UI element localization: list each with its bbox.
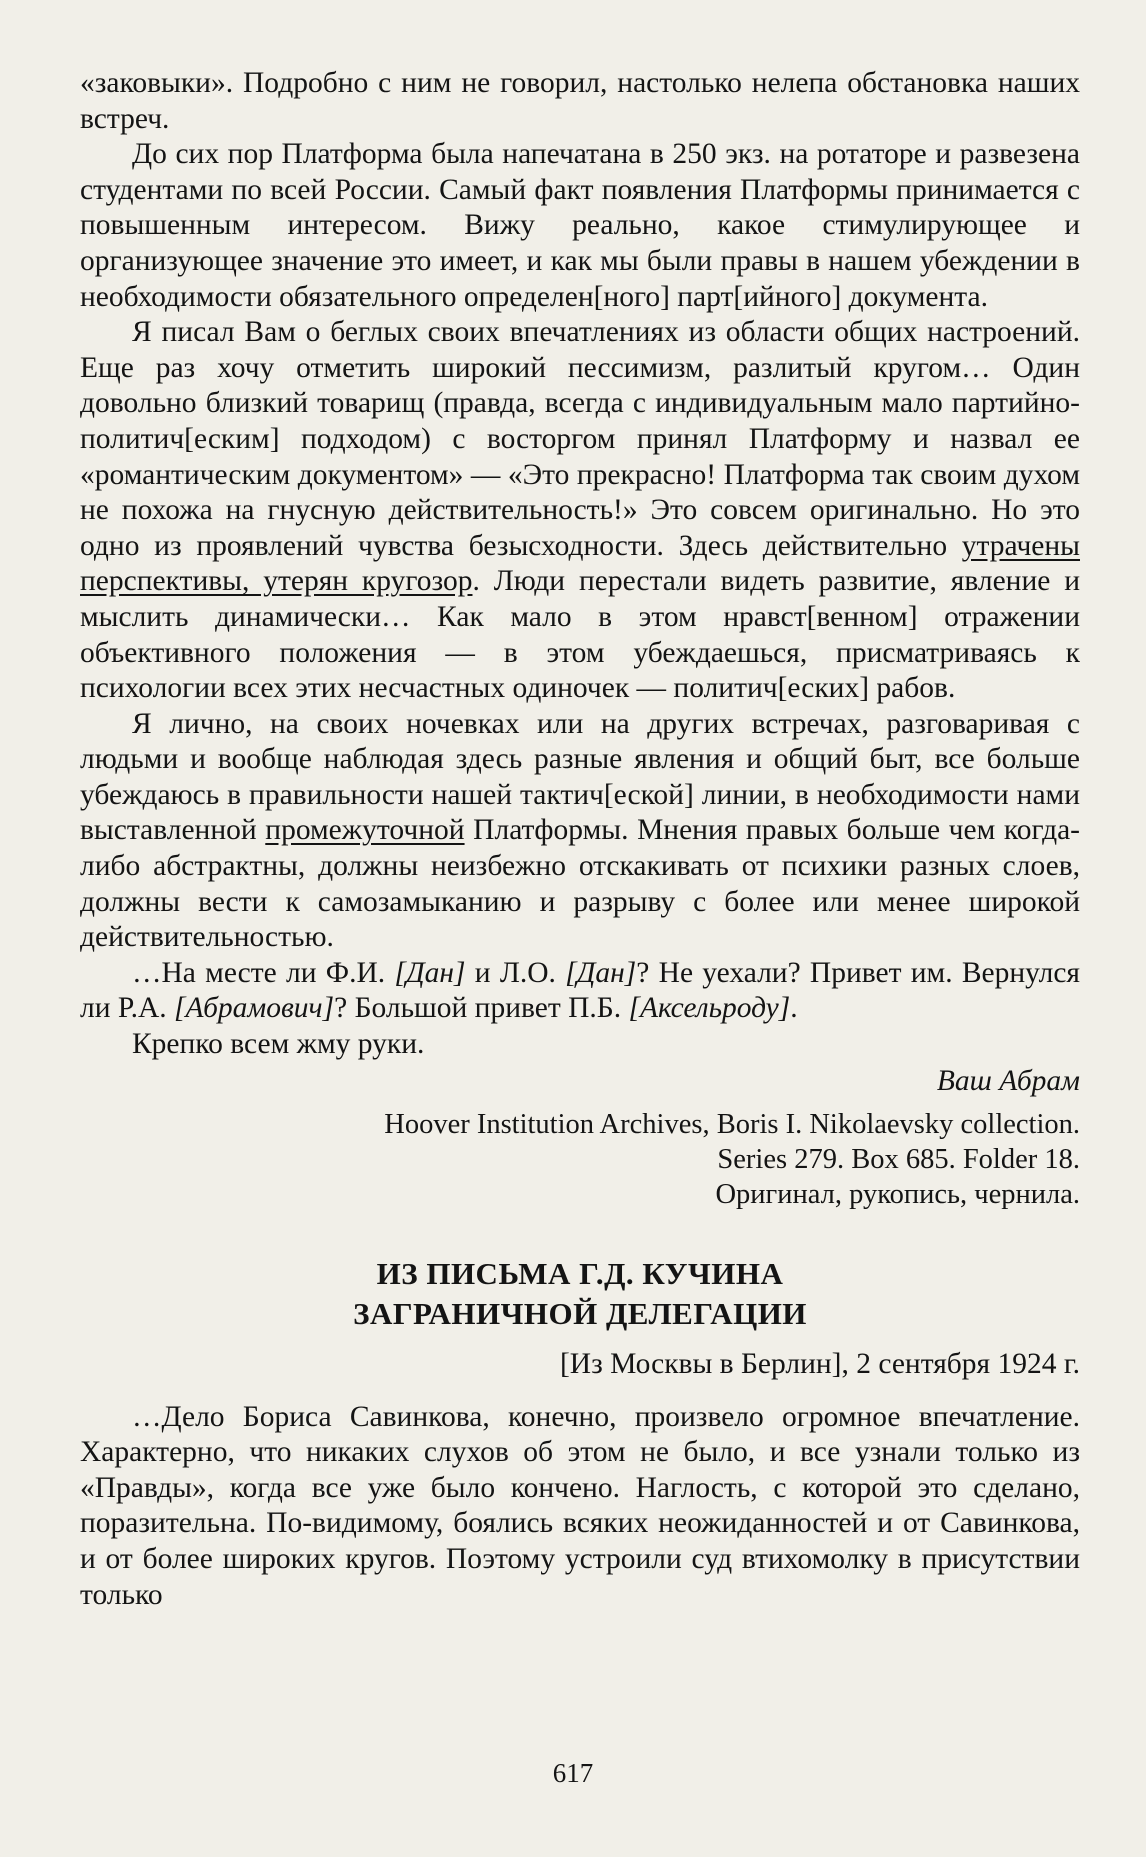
text-run: ? Не уехали? Привет им. Вернулся ли Р.А. bbox=[80, 956, 1081, 1025]
source-line: Hoover Institution Archives, Boris I. Nikolaevsky collection. bbox=[384, 1108, 1080, 1140]
editorial-note: [Дан] bbox=[565, 956, 637, 989]
text-run: . Люди перестали видеть развитие, явление и мыслить динамически… Как мало в этом нравст[венном] отражении объективного положения — в этом убеждаешься, присматриваясь к психологии всех этих несчастных одиночек — политич[еских] рабов. bbox=[80, 565, 1080, 705]
underlined-word: промежуточной bbox=[265, 814, 465, 847]
archive-source bbox=[80, 1107, 1080, 1212]
text-run: ? Большой привет П.Б. bbox=[334, 992, 629, 1025]
heading-line: ИЗ ПИСЬМА Г.Д. КУЧИНА bbox=[376, 1255, 784, 1291]
paragraph: До сих пор Платформа была напечатана в 250 экз. на ротаторе и развезена студентами по всей России. Самый факт появления Платформы принимается с повышенным интересом. Вижу реально, какое стимулирующее и организующее значение это имеет, и как мы были правы в нашем убеждении в необходимости обязательного определен[ного] парт[ийного] документа. bbox=[80, 138, 1080, 313]
underlined-phrase: утрачены перспективы, утерян кругозор bbox=[80, 529, 1080, 598]
section-heading bbox=[80, 1254, 1080, 1334]
text-run: Платформы. Мнения правых больше чем когда-либо абстрактны, должны неизбежно отскакивать от психики разных слоев, должны вести к самозамыканию и разрыву с более или менее широкой действительностью. bbox=[80, 814, 1081, 954]
text-run: и Л.О. bbox=[465, 956, 566, 989]
source-line: Оригинал, рукопись, чернила. bbox=[715, 1178, 1080, 1210]
text-run: …На месте ли Ф.И. bbox=[132, 956, 395, 989]
paragraph: «заковыки». Подробно с ним не говорил, настолько нелепа обстановка наших встреч. bbox=[80, 67, 1080, 135]
dateline: [Из Москвы в Берлин], 2 сентября 1924 г. bbox=[559, 1347, 1080, 1380]
signature: Ваш Абрам bbox=[936, 1064, 1080, 1097]
page-number: 617 bbox=[552, 1758, 594, 1788]
heading-line: ЗАГРАНИЧНОЙ ДЕЛЕГАЦИИ bbox=[353, 1295, 807, 1331]
text-run: . bbox=[790, 992, 798, 1025]
letter-body bbox=[80, 66, 1080, 1063]
paragraph: Крепко всем жму руки. bbox=[132, 1028, 425, 1061]
text-run: Я писал Вам о беглых своих впечатлениях из области общих настроений. Еще раз хочу отметить широкий пессимизм, разлитый кругом… Один довольно близкий товарищ (правда, всегда с индивидуальным мало партийно-политич[еским] подходом) с восторгом принял Платформу и назвал ее «романтическим документом» — «Это прекрасно! Платформа так своим духом не похожа на гнусную действительность!» Это совсем оригинально. Но это одно из проявлений чувства безысходности. Здесь действительно bbox=[80, 316, 1080, 562]
paragraph: …Дело Бориса Савинкова, конечно, произвело огромное впечатление. Характерно, что никаких слухов об этом не было, и все узнали только из «Правды», когда все уже было кончено. Наглость, с которой это сделано, поразительна. По-видимому, боялись всяких неожиданностей и от Савинкова, и от более широких кругов. Поэтому устроили суд втихомолку в присутствии только bbox=[80, 1400, 1080, 1611]
paragraph bbox=[80, 707, 1080, 956]
editorial-note: [Дан] bbox=[394, 956, 466, 989]
editorial-note: [Абрамович] bbox=[174, 992, 335, 1025]
source-line: Series 279. Box 685. Folder 18. bbox=[717, 1143, 1080, 1175]
paragraph bbox=[80, 956, 1080, 1027]
text-run: Я лично, на своих ночевках или на других встречах, разговаривая с людьми и вообще наблюдая здесь разные явления и общий быт, все больше убеждаюсь в правильности нашей тактич[еской] линии, в необходимости нами выставленной bbox=[80, 707, 1080, 847]
editorial-note: [Аксельроду] bbox=[628, 992, 791, 1025]
paragraph bbox=[80, 315, 1080, 707]
letter-body bbox=[80, 1400, 1080, 1614]
